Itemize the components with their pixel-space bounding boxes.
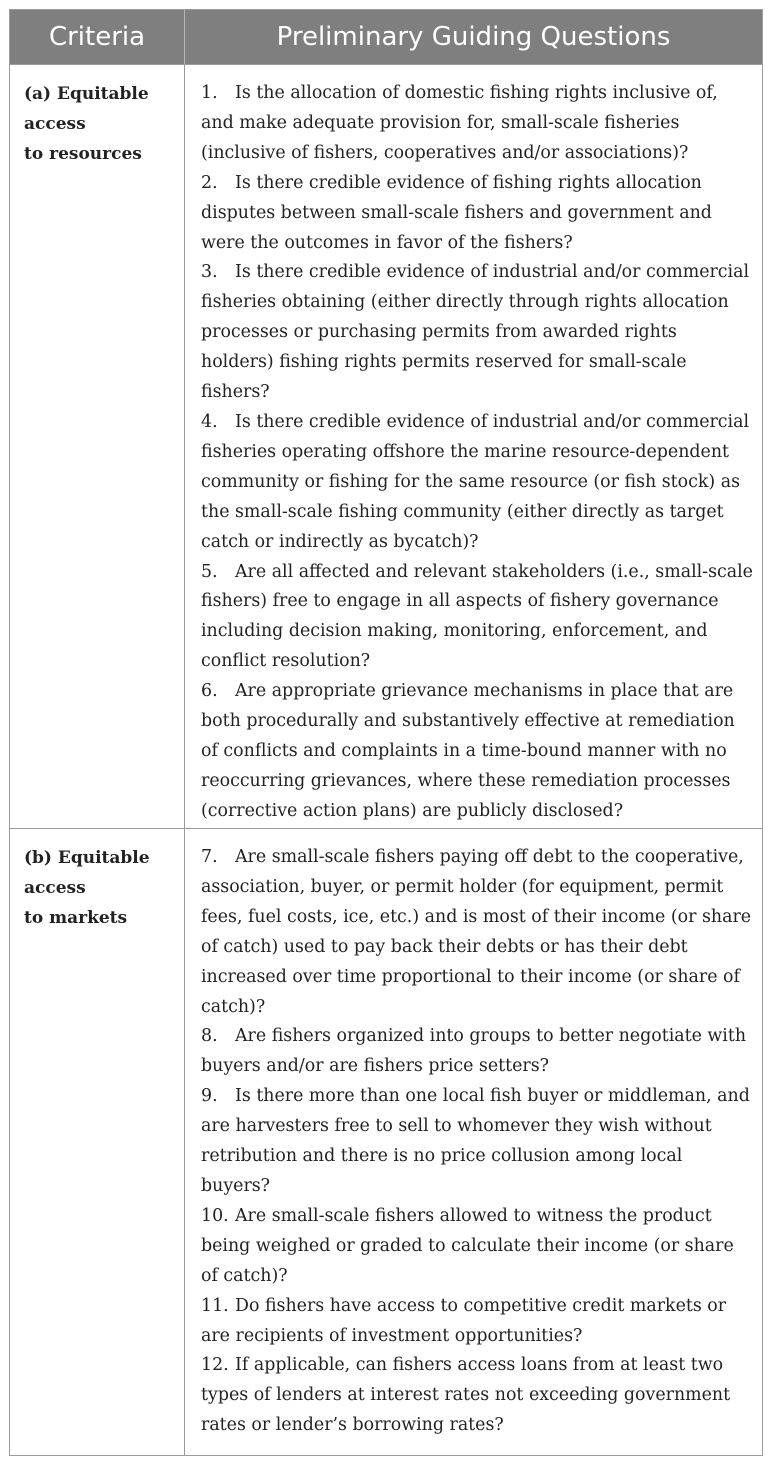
question-number: 12. [201,1355,229,1376]
question-text: Is there credible evidence of industrial and/or commercial fisheries operating offshore the marine resource-dependent community or fishing for the same resource (or fish stock) as the small-scale fishing community (either directly as target catch or indirectly as bycatch)? [201,411,750,552]
question-text: Are small-scale fishers allowed to witness the product being weighed or graded to calculate their income (or share of catch)? [201,1205,734,1286]
question-text: Is the allocation of domestic fishing rights inclusive of, and make adequate provision for, small-scale fisheries (inclusive of fishers, cooperatives and/or associations)? [201,83,718,163]
question-item [201,677,754,827]
question-number: 1. [201,83,218,103]
question-number: 11. [201,1295,229,1316]
question-number: 4. [201,411,218,432]
header-questions: Preliminary Guiding Questions [276,22,671,52]
criteria-cell: (a) Equitable access to resources [10,65,185,828]
question-text: Are appropriate grievance mechanisms in place that are both procedurally and substantively effective at remediation of conflicts and complaints in a time-bound manner with no reoccurring grievances, where these remediation processes (corrective action plans) are publicly disclosed? [201,681,735,821]
question-item [201,1351,754,1441]
question-number: 3. [201,262,218,283]
question-text: If applicable, can fishers access loans from at least two types of lenders at interest rates not exceeding government rates or lender’s borrowing rates? [201,1355,731,1436]
question-item [201,1082,754,1202]
question-number: 10. [201,1205,229,1226]
question-number: 8. [201,1026,218,1047]
question-text: Is there more than one local fish buyer or middleman, and are harvesters free to sell to whomever they wish without retribution and there is no price collusion among local buyers? [201,1086,750,1196]
table-row [10,64,762,828]
question-item [201,79,754,169]
question-item [201,258,754,408]
question-number: 6. [201,681,218,702]
question-number: 7. [201,847,218,867]
header-criteria: Criteria [10,10,185,64]
question-item [201,1292,754,1352]
question-item [201,408,754,558]
question-item [201,1022,754,1082]
criteria-table [9,9,763,1456]
question-number: 9. [201,1086,218,1107]
question-text: Are fishers organized into groups to better negotiate with buyers and/or are fishers price setters? [201,1026,747,1077]
question-text: Is there credible evidence of industrial and/or commercial fisheries obtaining (either directly through rights allocation processes or purchasing permits from awarded rights holders) fishing rights permits reserved for small-scale fishers? [201,262,750,403]
question-number: 5. [201,561,218,582]
table-header [10,10,762,64]
question-item [201,1202,754,1292]
question-item [201,843,754,1022]
question-text: Are small-scale fishers paying off debt to the cooperative, association, buyer, or permit holder (for equipment, permit fees, fuel costs, ice, etc.) and is most of their income (or share of catch) used to pay back their debts or has their debt increased over time proportional to their income (or share of catch)? [201,847,752,1017]
question-number: 2. [201,172,218,193]
questions-cell [185,829,762,1455]
question-text: Do fishers have access to competitive credit markets or are recipients of investment opportunities? [201,1295,727,1346]
questions-cell [185,65,762,828]
criteria-cell: (b) Equitable access to markets [10,829,185,1455]
question-text: Are all affected and relevant stakeholders (i.e., small-scale fishers) free to engage in all aspects of fishery governance including decision making, monitoring, enforcement, and conflict resolution? [201,561,753,672]
question-item [201,558,754,678]
question-text: Is there credible evidence of fishing rights allocation disputes between small-scale fishers and government and were the outcomes in favor of the fishers? [201,172,712,253]
table-row [10,828,762,1455]
question-item [201,169,754,259]
